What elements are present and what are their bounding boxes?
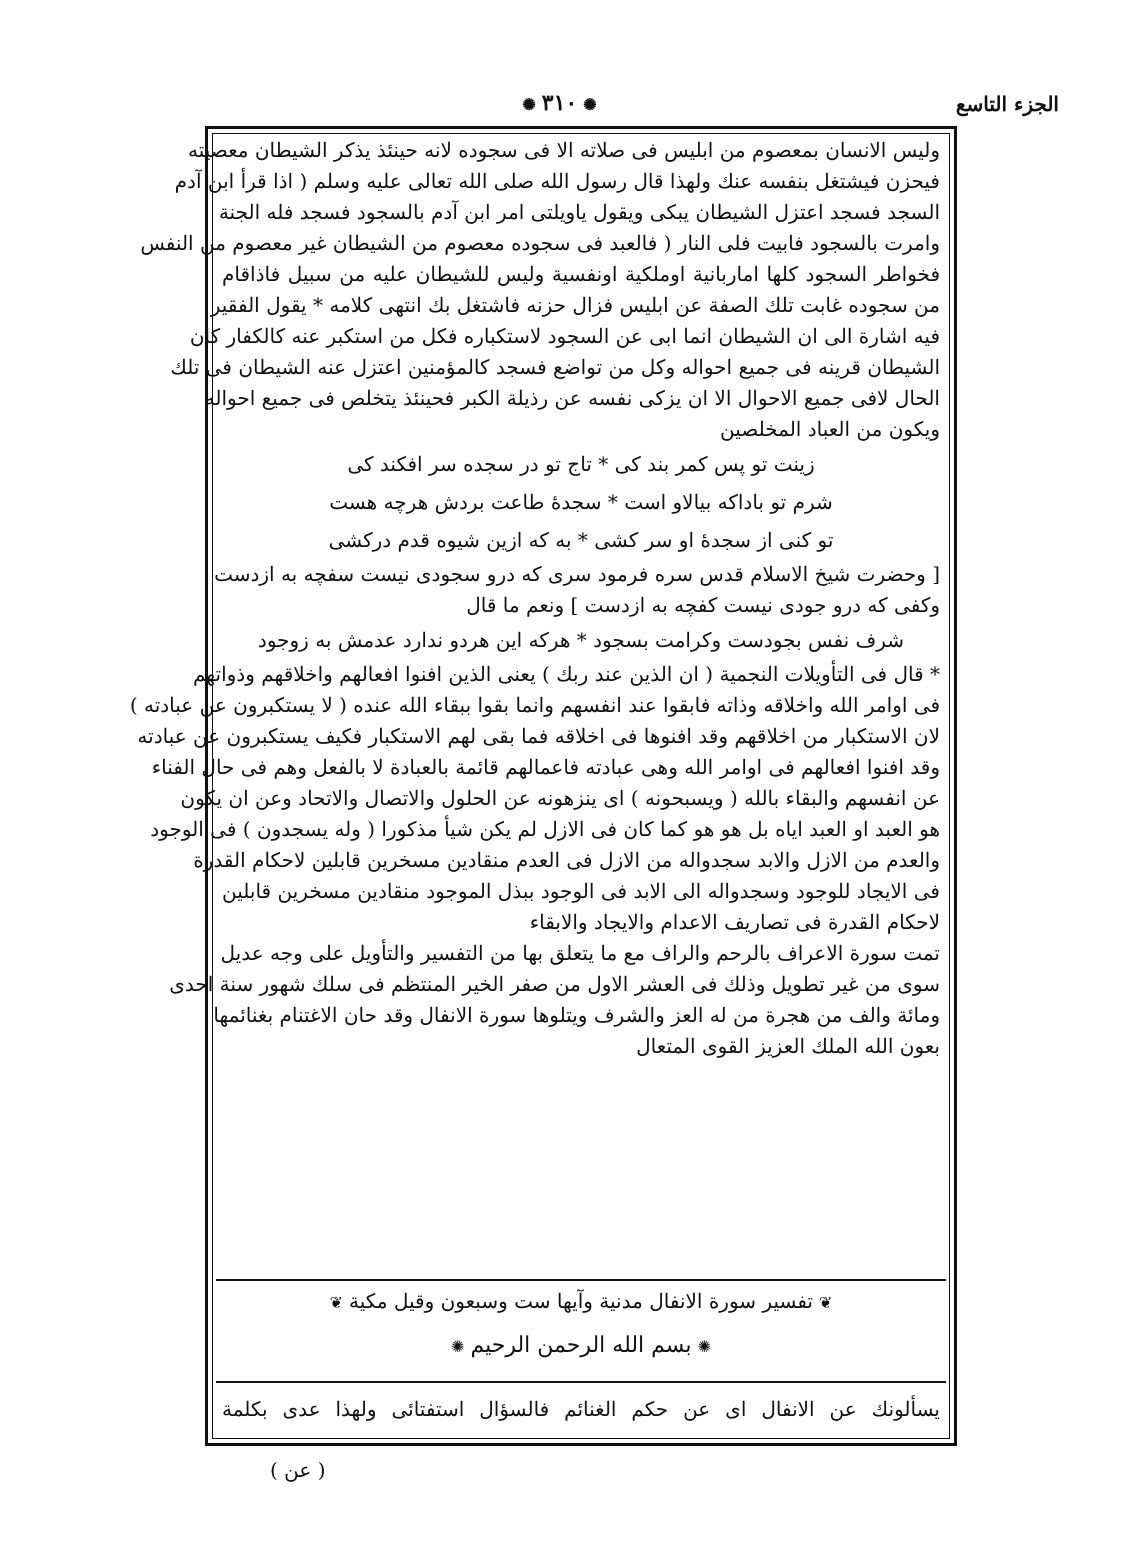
basmala xyxy=(216,1333,946,1358)
text-line: فيحزن فيشتغل بنفسه عنك ولهذا قال رسول الله صلى الله تعالى عليه وسلم ( اذا قرأ ابن آدم xyxy=(174,169,940,193)
verse-line: شرف نفس بجودست وكرامت بسجود * هركه اين هردو ندارد عدمش به زوجود xyxy=(257,628,905,652)
text-line: فى الايجاد للوجود وسجدواله الى الابد فى الوجود ببذل الموجود منقادين مسخرين قابلين xyxy=(222,879,940,903)
sura-heading-box xyxy=(216,1279,946,1383)
verse-line: تو كنى از سجدۀ او سر كشى * به كه ازين شيوه قدم دركشى xyxy=(328,528,834,552)
sura-heading-text: تفسير سورة الانفال مدنية وآيها ست وسبعون وقيل مكية xyxy=(348,1289,813,1313)
ornament-icon: ✺ xyxy=(451,1337,465,1356)
part-label: الجزء التاسع xyxy=(955,92,1059,116)
text-line: من سجوده غابت تلك الصفة عن ابليس فزال حزنه فاشتغل بك انتهى كلامه * يقول الفقير xyxy=(210,293,940,317)
verse-line: زينت تو پس كمر بند كى * تاج تو در سجده سر افكند كى xyxy=(347,452,815,476)
final-text: يسألونك عن الانفال اى عن حكم الغنائم فالسؤال استفتائى ولهذا عدى بكلمة xyxy=(222,1397,940,1421)
text-frame xyxy=(129,126,957,1446)
text-line: الشيطان قرينه فى جميع احواله وكل من تواضع فسجد كالمؤمنين اعتزل عنه الشيطان فى تلك xyxy=(170,355,940,379)
text-line: الحال لافى جميع الاحوال الا ان يزكى نفسه عن رذيلة الكبر فحينئذ يتخلص فى جميع احواله xyxy=(204,386,940,410)
text-line: والعدم من الازل والابد سجدواله من الازل فى العدم منقادين مسخرين قابلين لاحكام القدرة xyxy=(193,848,940,872)
text-line: فى اوامر الله واخلاقه وذاته فابقوا عند انفسهم وانما بقوا ببقاء الله عنده ( لا يستكبرون عن عبادته ) xyxy=(129,693,940,717)
text-line: السجد فسجد اعتزل الشيطان يبكى ويقول ياويلتى امر ابن آدم بالسجود فسجد فله الجنة xyxy=(218,200,940,224)
verse-line: شرم تو باداكه بيالاو است * سجدۀ طاعت بردش هرچه هست xyxy=(329,490,833,514)
text-line: وكفى كه درو جودى نيست كفچه به ازدست ] ونعم ما قال xyxy=(466,593,940,617)
page-number-wrap xyxy=(516,90,602,116)
text-line: تمت سورة الاعراف بالرحم والراف مع ما يتعلق بها من التفسير والتأويل على وجه عديل xyxy=(220,941,940,965)
text-line: وليس الانسان بمعصوم من ابليس فى صلاته الا فى سجوده لانه حينئذ يذكر الشيطان معصيته xyxy=(187,138,940,162)
sura-heading xyxy=(216,1289,946,1313)
text-line: * قال فى التأويلات النجمية ( ان الذين عند ربك ) يعنى الذين افنوا افعالهم واخلاقهم وذواتهم xyxy=(192,662,940,686)
ornament-icon: ✺ xyxy=(522,95,536,114)
text-line: ومائة والف من هجرة من له العز والشرف ويتلوها سورة الانفال وقد حان الاغتنام بغنائمها xyxy=(213,1003,940,1027)
body-text xyxy=(129,135,940,1062)
text-line: بعون الله الملك العزيز القوى المتعال xyxy=(636,1034,940,1058)
text-line: هو العبد او العبد اياه بل هو هو كما كان فى الازل لم يكن شيأ مذكورا ( وله يسجدون ) فى الوجود xyxy=(150,817,940,841)
text-line: لاحكام القدرة فى تصاريف الاعدام والايجاد والابقاء xyxy=(529,910,940,934)
basmala-text: بسم الله الرحمن الرحيم xyxy=(470,1333,692,1358)
page-header xyxy=(180,90,1059,130)
text-line: وامرت بالسجود فابيت فلى النار ( فالعبد فى سجوده معصوم من الشيطان غير معصوم من النفس xyxy=(140,231,940,255)
ornament-icon: ✺ xyxy=(697,1337,711,1356)
text-line: عن انفسهم والبقاء بالله ( ويسبحونه ) اى ينزهونه عن الحلول والاتصال والاتحاد وعن ان يكون xyxy=(180,786,940,810)
catchword: ( عن ) xyxy=(270,1458,326,1482)
text-line: لان الاستكبار من اخلاقهم وقد افنوها فى اخلاقه فما بقى لهم الاستكبار فكيف يستكبرون عن عبادته xyxy=(137,724,940,748)
ornament-icon: ✺ xyxy=(583,95,597,114)
text-line: ويكون من العباد المخلصين xyxy=(720,417,940,441)
text-line: وقد افنوا افعالهم فى اوامر الله وهى عبادته فاعمالهم قائمة بالعبادة لا بالفعل وهم فى حال الفناء xyxy=(151,755,940,779)
text-line: فخواطر السجود كلها اماربانية اوملكية اونفسية وليس للشيطان عليه من سبيل فاذاقام xyxy=(222,262,940,286)
text-line: فيه اشارة الى ان الشيطان انما ابى عن السجود لاستكباره فكل من استكبر عنه كالكفار كان xyxy=(189,324,940,348)
ornament-icon: ❦ xyxy=(329,1293,343,1312)
text-line: سوى من غير تطويل وذلك فى العشر الاول من صفر الخير المنتظم فى سلك شهور سنة احدى xyxy=(169,972,940,996)
ornament-icon: ❦ xyxy=(819,1293,833,1312)
text-line: [ وحضرت شيخ الاسلام قدس سره فرمود سرى كه درو سجودى نيست سفچه به ازدست xyxy=(214,562,940,586)
page-number: ٣١٠ xyxy=(541,90,578,116)
final-text-line xyxy=(222,1397,940,1421)
